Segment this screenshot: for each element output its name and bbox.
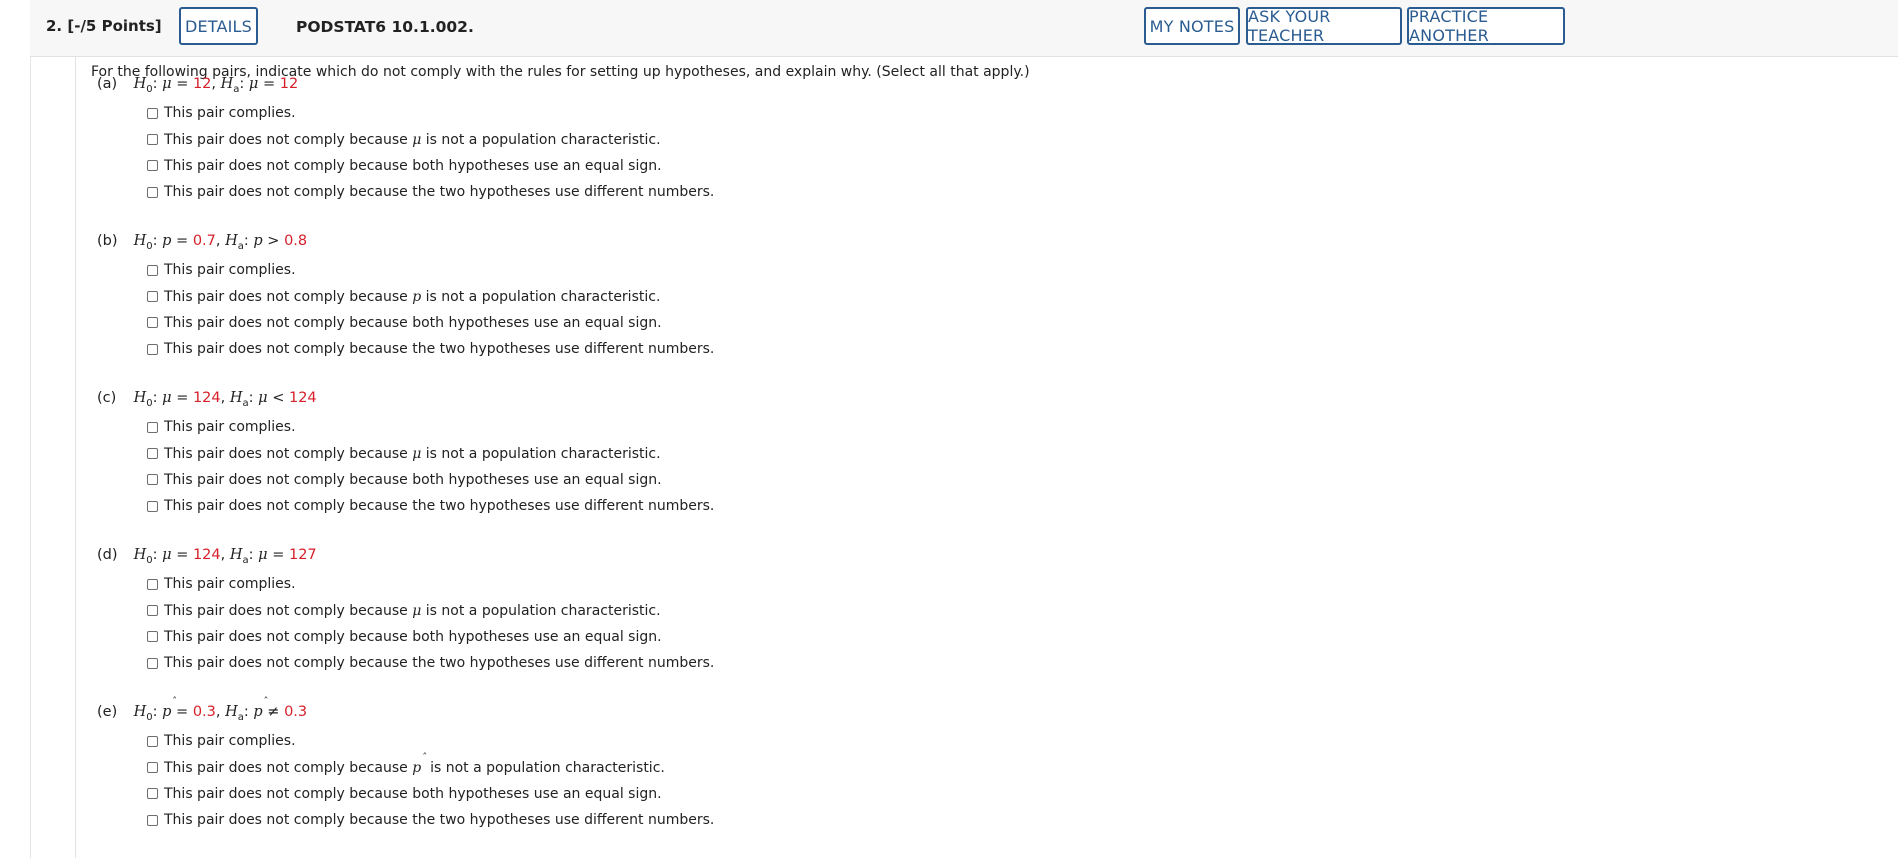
ha-parameter-letter: p	[253, 704, 263, 720]
h0-parameter: μ	[162, 76, 172, 92]
h0-parameter: p	[162, 233, 172, 249]
part-a-hypotheses: (a) $H_0$: μ = 12, $H_a$: μ = 12	[97, 76, 299, 95]
question-number	[46, 17, 162, 35]
checkbox[interactable]	[147, 579, 158, 590]
h0-operator: =	[176, 76, 189, 92]
option-different-numbers[interactable]	[97, 336, 714, 362]
option-label-end: is not a population characteristic.	[425, 131, 661, 148]
checkbox[interactable]	[147, 605, 158, 616]
option-label: This pair does not comply because the two hypotheses use different numbers.	[164, 184, 715, 201]
ha-operator: <	[272, 390, 285, 406]
h0-value: 124	[192, 390, 221, 406]
practice-another-button[interactable]: PRACTICE ANOTHER	[1407, 7, 1565, 45]
checkbox[interactable]	[147, 108, 158, 119]
checkbox[interactable]	[147, 448, 158, 459]
ha-subscript: a	[233, 84, 240, 95]
option-complies[interactable]	[97, 728, 714, 754]
ha-value: 12	[279, 76, 299, 92]
part-c-hypotheses: (c) $H_0$: μ = 124, $H_a$: μ < 124	[97, 390, 317, 409]
h0-subscript: 0	[146, 84, 153, 95]
h0-operator: =	[176, 233, 189, 249]
checkbox[interactable]	[147, 736, 158, 747]
question-id: PODSTAT6 10.1.002.	[296, 18, 474, 36]
ask-your-teacher-button[interactable]: ASK YOUR TEACHER	[1246, 7, 1402, 45]
checkbox[interactable]	[147, 344, 158, 355]
option-parameter: μ	[412, 445, 422, 462]
option-different-numbers[interactable]	[97, 493, 714, 519]
checkbox[interactable]	[147, 317, 158, 328]
h0-parameter	[162, 697, 178, 720]
option-label: This pair does not comply because both hypotheses use an equal sign.	[164, 157, 662, 174]
option-label-end: is not a population characteristic.	[425, 288, 661, 305]
option-label: This pair does not comply because the two hypotheses use different numbers.	[164, 498, 715, 515]
ha-subscript: a	[242, 555, 249, 566]
checkbox[interactable]	[147, 474, 158, 485]
part-label: (c)	[97, 390, 117, 406]
option-label: This pair complies.	[164, 262, 296, 279]
ha-value: 127	[288, 547, 317, 563]
h0-value: 124	[192, 547, 221, 563]
ha-subscript: a	[237, 241, 244, 252]
h0-subscript: 0	[146, 555, 153, 566]
h0-operator: =	[176, 390, 189, 406]
part-label: (e)	[97, 704, 118, 720]
ha-operator: =	[262, 76, 276, 92]
part-label: (b)	[97, 233, 118, 249]
h0-parameter: μ	[162, 390, 172, 406]
my-notes-button[interactable]: MY NOTES	[1144, 7, 1240, 45]
h0-value: 12	[192, 76, 212, 92]
part-b	[97, 233, 714, 363]
checkbox[interactable]	[147, 187, 158, 198]
option-equal-sign[interactable]	[97, 467, 714, 493]
left-margin	[0, 0, 31, 858]
h-symbol: H	[225, 233, 238, 249]
ha-operator: =	[272, 547, 285, 563]
option-parameter: p	[412, 288, 422, 305]
option-label: This pair complies.	[164, 419, 296, 436]
h-symbol: H	[133, 547, 147, 563]
option-label: This pair does not comply because both hypotheses use an equal sign.	[164, 314, 662, 331]
points-label: [-/5 Points]	[67, 17, 162, 35]
option-label-end: is not a population characteristic.	[430, 759, 665, 776]
part-label: (a)	[97, 76, 118, 92]
h0-subscript: 0	[146, 712, 153, 723]
checkbox[interactable]	[147, 422, 158, 433]
part-b-hypotheses: (b) $H_0$: p = 0.7, $H_a$: p > 0.8	[97, 233, 308, 252]
ha-parameter: μ	[248, 76, 259, 92]
option-different-numbers[interactable]	[97, 650, 714, 676]
option-label: This pair complies.	[164, 733, 296, 750]
question-prompt: For the following pairs, indicate which do not comply with the rules for setting up hypotheses, and explain why. (Select all that apply.)	[91, 64, 1030, 80]
h-symbol: H	[220, 76, 234, 92]
hat-mark: ˆ	[422, 752, 428, 764]
option-label: This pair complies.	[164, 576, 296, 593]
option-label: This pair does not comply because	[164, 131, 408, 148]
option-parameter-letter: p	[412, 759, 422, 776]
details-button[interactable]: DETAILS	[179, 7, 258, 45]
question-content	[75, 57, 1898, 858]
option-different-numbers[interactable]	[97, 807, 714, 833]
ha-subscript: a	[237, 712, 244, 723]
option-complies[interactable]	[97, 100, 714, 126]
checkbox[interactable]	[147, 658, 158, 669]
h0-subscript: 0	[146, 398, 153, 409]
h0-value: 0.7	[192, 233, 216, 249]
option-label: This pair complies.	[164, 105, 296, 122]
option-label: This pair does not comply because both hypotheses use an equal sign.	[164, 628, 662, 645]
checkbox[interactable]	[147, 501, 158, 512]
option-parameter: μ	[412, 602, 422, 619]
ha-parameter: p	[253, 233, 263, 249]
checkbox[interactable]	[147, 265, 158, 276]
option-equal-sign[interactable]	[97, 624, 714, 650]
part-label: (d)	[97, 547, 118, 563]
ha-operator: ≠	[267, 704, 280, 720]
ha-subscript: a	[242, 398, 249, 409]
option-label: This pair does not comply because	[164, 445, 408, 462]
checkbox[interactable]	[147, 631, 158, 642]
hat-mark: ˆ	[263, 697, 269, 708]
part-e	[97, 697, 715, 834]
option-complies[interactable]	[97, 571, 714, 597]
option-not-population[interactable]	[97, 283, 714, 309]
h-symbol: H	[133, 233, 147, 249]
h-symbol: H	[133, 76, 147, 92]
h-symbol: H	[229, 547, 243, 563]
hat-mark: ˆ	[172, 697, 178, 708]
part-d	[97, 547, 714, 677]
option-complies[interactable]	[97, 414, 714, 440]
checkbox[interactable]	[147, 291, 158, 302]
part-c	[97, 390, 714, 520]
ha-parameter: μ	[258, 547, 268, 563]
h0-value: 0.3	[192, 704, 216, 720]
option-equal-sign[interactable]	[97, 153, 714, 179]
part-a	[97, 76, 714, 206]
h-symbol: H	[133, 704, 147, 720]
option-equal-sign[interactable]	[97, 310, 714, 336]
ha-operator: >	[267, 233, 280, 249]
checkbox[interactable]	[147, 762, 158, 773]
option-label: This pair does not comply because the two hypotheses use different numbers.	[164, 812, 715, 829]
h0-parameter-letter: p	[162, 704, 172, 720]
question-header	[30, 0, 1898, 57]
option-label: This pair does not comply because both hypotheses use an equal sign.	[164, 471, 662, 488]
option-not-population[interactable]	[97, 126, 714, 152]
h0-operator: =	[176, 704, 189, 720]
ha-value: 0.3	[284, 704, 308, 720]
checkbox[interactable]	[147, 815, 158, 826]
option-label-end: is not a population characteristic.	[425, 602, 661, 619]
question-number-text: 2.	[46, 17, 63, 35]
option-label: This pair does not comply because	[164, 602, 408, 619]
option-complies[interactable]	[97, 257, 714, 283]
h-symbol: H	[133, 390, 147, 406]
ha-value: 124	[288, 390, 317, 406]
option-parameter: μ	[412, 131, 422, 148]
part-e-hypotheses: (e) $H_0$: p ˆ = 0.3, $H_a$: p ˆ ≠ 0.3	[97, 697, 308, 723]
part-d-hypotheses: (d) $H_0$: μ = 124, $H_a$: μ = 127	[97, 547, 317, 566]
option-not-population[interactable]	[97, 754, 714, 780]
option-label: This pair does not comply because	[164, 288, 408, 305]
option-different-numbers[interactable]	[97, 179, 714, 205]
option-equal-sign[interactable]	[97, 781, 714, 807]
h0-subscript: 0	[146, 241, 153, 252]
h0-parameter: μ	[162, 547, 172, 563]
option-not-population[interactable]	[97, 597, 714, 623]
ha-parameter	[253, 697, 269, 720]
option-label: This pair does not comply because the two hypotheses use different numbers.	[164, 655, 715, 672]
option-label: This pair does not comply because	[164, 759, 408, 776]
h-symbol: H	[225, 704, 238, 720]
option-label-end: is not a population characteristic.	[425, 445, 661, 462]
option-label: This pair does not comply because the two hypotheses use different numbers.	[164, 341, 715, 358]
ha-value: 0.8	[284, 233, 308, 249]
option-label: This pair does not comply because both hypotheses use an equal sign.	[164, 785, 662, 802]
ha-parameter: μ	[258, 390, 268, 406]
h-symbol: H	[229, 390, 243, 406]
h0-operator: =	[176, 547, 189, 563]
option-not-population[interactable]	[97, 440, 714, 466]
option-parameter	[412, 752, 428, 776]
checkbox[interactable]	[147, 788, 158, 799]
checkbox[interactable]	[147, 160, 158, 171]
checkbox[interactable]	[147, 134, 158, 145]
